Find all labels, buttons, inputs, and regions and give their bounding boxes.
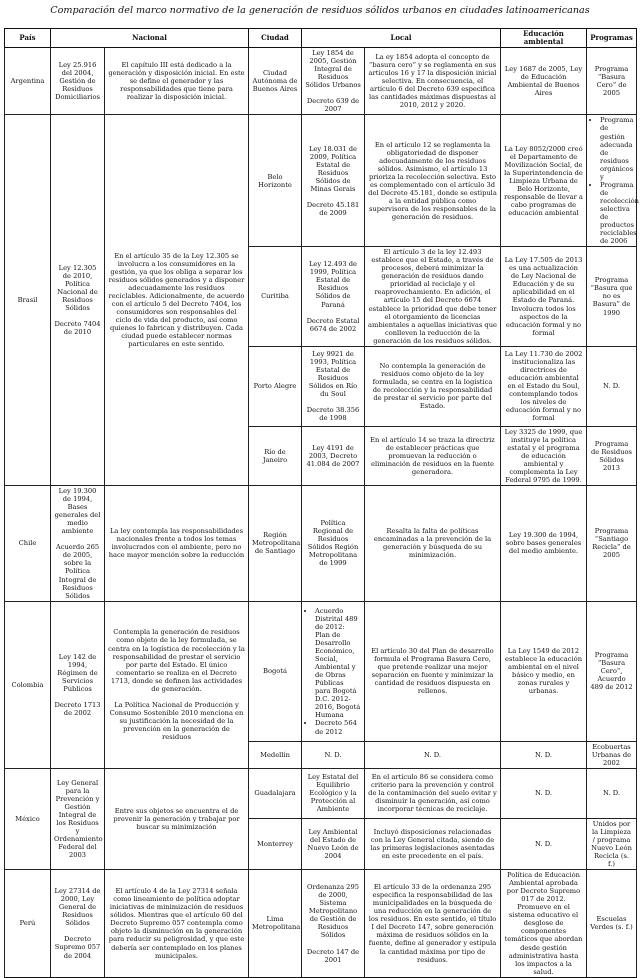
programs-cell: Programa “Santiago Recicla” de 2005 bbox=[587, 486, 637, 602]
national-law-cell bbox=[51, 486, 105, 602]
country-cell: Argentina bbox=[5, 48, 51, 115]
national-description-cell: El capítulo III está dedicado a la generación y disposición inicial. En este se define el generador y las responsabilidades que tiene para realizar la disposición inicial. bbox=[105, 48, 249, 115]
programs-cell: Escuelas Verdes (s. f.) bbox=[587, 870, 637, 978]
national-law-cell: Ley General para la Prevención y Gestión Integral de los Residuos y Ordenamiento Federal del 2003 bbox=[51, 768, 105, 869]
table-row bbox=[5, 48, 637, 115]
local-description-cell: N. D. bbox=[365, 741, 501, 768]
national-law-cell bbox=[51, 115, 105, 486]
education-cell: La Ley 1549 de 2012 establece la educación ambiental en el nivel básico y medio, en zonas rurales y urbanas. bbox=[501, 601, 587, 741]
city-cell: Ciudad Autónoma de Buenos Aires bbox=[249, 48, 302, 115]
local-decree-text: Decreto Estatal 6674 de 2002 bbox=[306, 316, 360, 333]
country-cell: Perú bbox=[5, 870, 51, 978]
education-cell: N. D. bbox=[501, 818, 587, 869]
list-item: • Acuerdo Distrital 489 de 2012: Plan de Desarrollo Económico, Social, Ambiental y de Obras Públicas para Bogotá D.C. 2012-2016, Bogotá Humana bbox=[315, 607, 361, 720]
national-description-cell: Entre sus objetos se encuentra el de prevenir la generación y trabajar por buscar su minimización bbox=[105, 768, 249, 869]
local-description-cell: El artículo 3 de la ley 12.493 establece que el Estado, a través de procesos, deberá minimizar la generación de residuos dando prioridad al reciclaje y el reaprovechamiento. En adición, el artículo 15 del Decreto 6674 establece la prioridad que debe tener el otorgamiento de licencias ambientales a aquellas iniciativas que conlleven la reducción de la generación de los residuos sólidos. bbox=[365, 247, 501, 347]
city-cell: Medellín bbox=[249, 741, 302, 768]
programs-cell: Ecobuertas Urbanas de 2002 bbox=[587, 741, 637, 768]
regulatory-framework-table bbox=[4, 28, 637, 978]
local-description-cell: En el artículo 86 se considera como criterio para la prevención y control de la contaminación del suelo evitar y disminuir la generación, así como incorporar técnicas de reciclaje. bbox=[365, 768, 501, 818]
local-decree-text: Decreto 147 de 2001 bbox=[306, 947, 360, 964]
programs-cell: Programa “Basura Cero”, Acuerdo 489 de 2012 bbox=[587, 601, 637, 741]
programs-cell: Unidos por la Limpieza / programa Nuevo León Recicla (s. f.) bbox=[587, 818, 637, 869]
city-cell: Monterrey bbox=[249, 818, 302, 869]
national-law-text: Ley 12.305 de 2010, Política Nacional de Residuos Sólidos bbox=[57, 264, 98, 313]
national-decree-text: Decreto Supremo 057 de 2004 bbox=[54, 935, 101, 960]
country-cell: Colombia bbox=[5, 601, 51, 768]
local-decree-text: Decreto 38.356 de 1998 bbox=[306, 406, 360, 423]
city-cell: Lima Metropolitana bbox=[249, 870, 302, 978]
local-decree-text: Decreto 639 de 2007 bbox=[306, 97, 360, 114]
table-row bbox=[5, 768, 637, 818]
local-law-cell: Ley Ambiental del Estado de Nuevo León de 2004 bbox=[302, 818, 365, 869]
header-ciudad: Ciudad bbox=[249, 29, 302, 48]
local-law-cell: Ley Estatal del Equilibrio Ecológico y la Protección al Ambiente bbox=[302, 768, 365, 818]
table-caption: Comparación del marco normativo de la generación de residuos sólidos urbanos en ciudades latinoamericanas bbox=[50, 5, 590, 16]
national-description-cell: En el artículo 35 de la Ley 12.305 se involucra a los consumidores en la gestión, ya que los obliga a separar los residuos sólidos generados y a disponer adecuadamente los residuos reciclables. Adicionalmente, de acuerdo con el artículo 5 del Decreto 7404, los consumidores son responsables del ciclo de vida del producto, así como quienes lo fabrican y distribuyen. Cada ciudad puede establecer normas particulares en este sentido. bbox=[105, 115, 249, 486]
list-item: • Programa de gestión adecuada de residuos orgánicos y bbox=[600, 116, 633, 180]
national-description-text: Contempla la generación de residuos como objeto de la ley formulada, se centra en la logística de recolección y la responsabilidad de prestar el servicio por parte del Estado. El único comentario se realiza en el Decreto 1713, donde se definen las actividades de generación. bbox=[108, 628, 245, 693]
table-row bbox=[5, 115, 637, 247]
local-description-cell: No contempla la generación de residuos como objeto de la ley formulada, se centra en la logística de recolección y la responsabilidad de prestar el servicio por parte del Estado. bbox=[365, 346, 501, 426]
city-cell: Río de Janeiro bbox=[249, 426, 302, 485]
country-cell: México bbox=[5, 768, 51, 869]
header-programas: Programas bbox=[587, 29, 637, 48]
national-law-cell: Ley 25.916 del 2004, Gestión de Residuos Domiciliarios bbox=[51, 48, 105, 115]
local-law-cell bbox=[302, 247, 365, 347]
national-law-text: Ley 142 de 1994, Régimen de Servicios Públicos bbox=[57, 652, 98, 693]
local-description-cell: El artículo 33 de la ordenanza 295 especifica la responsabilidad de las municipalidades en la búsqueda de una reducción en la generación de los residuos. En este sentido, el título I del Decreto 147, sobre generación máxima de residuos sólidos en la fuente, define al generador y estipula la cantidad máxima por tipo de residuos. bbox=[365, 870, 501, 978]
header-local: Local bbox=[302, 29, 501, 48]
city-cell: Curitiba bbox=[249, 247, 302, 347]
local-law-cell bbox=[302, 601, 365, 741]
header-row bbox=[5, 29, 637, 48]
local-law-list bbox=[305, 607, 361, 736]
local-law-text: Ley 18.031 de 2009, Política Estatal de Residuos Sólidos de Minas Gerais bbox=[308, 144, 358, 193]
city-cell: Belo Horizonte bbox=[249, 115, 302, 247]
local-law-cell: Ley 4191 de 2003, Decreto 41.084 de 2007 bbox=[302, 426, 365, 485]
city-cell: Región Metropolitana de Santiago bbox=[249, 486, 302, 602]
national-description-cell: La ley contempla las responsabilidades nacionales frente a todos los temas involucrados con el ambiente, pero no hace mayor mención sobre la reducción bbox=[105, 486, 249, 602]
national-law-cell bbox=[51, 870, 105, 978]
education-cell: La Ley 17.505 de 2013 es una actualización de Ley Nacional de Educación y de su aplicabilidad en el Estado de Paraná. Involucra todos los aspectos de la educación formal y no formal bbox=[501, 247, 587, 347]
local-law-text: Ley 12.493 de 1999, Política Estatal de Residuos Sólidos de Paraná bbox=[308, 260, 358, 309]
local-description-cell: Resalta la falta de políticas encaminadas a la prevención de la generación y búsqueda de su minimización. bbox=[365, 486, 501, 602]
local-law-cell bbox=[302, 115, 365, 247]
header-pais: País bbox=[5, 29, 51, 48]
national-policy-text: La Política Nacional de Producción y Consumo Sostenible 2010 menciona en su justificación la necesidad de la prevención en la generación de residuos bbox=[109, 700, 244, 741]
local-description-cell: Incluyó disposiciones relacionadas con la Ley General citada, siendo de las primeras legislaciones asentadas en este precedente en el país. bbox=[365, 818, 501, 869]
local-description-cell: El artículo 30 del Plan de desarrollo formula el Programa Basura Cero, que pretende realizar una mejor separación en fuente y minimizar la cantidad de residuos dispuesta en rellenos. bbox=[365, 601, 501, 741]
local-law-text: Ordenanza 295 de 2000, Sistema Metropolitano de Gestión de Residuos Sólidos bbox=[307, 883, 359, 940]
table-row bbox=[5, 601, 637, 741]
national-decree-text: Decreto 1713 de 2002 bbox=[54, 700, 101, 717]
local-law-cell bbox=[302, 870, 365, 978]
national-decree-text: Decreto 7404 de 2010 bbox=[54, 320, 101, 337]
local-law-cell: N. D. bbox=[302, 741, 365, 768]
table-row bbox=[5, 486, 637, 602]
programs-cell: N. D. bbox=[587, 768, 637, 818]
national-agreement-text: Acuerdo 265 de 2005, sobre la Política Integral de Residuos Sólidos bbox=[55, 543, 100, 600]
education-cell: La Ley 8052/2000 creó el Departamento de Movilización Social, de la Superintendencia de Limpieza Urbana de Belo Horizonte, responsable de llevar a cabo programas de educación ambiental bbox=[501, 115, 587, 247]
table-row bbox=[5, 870, 637, 978]
list-item: • Decreto 564 de 2012 bbox=[315, 719, 361, 735]
national-law-text: Ley 19.300 de 1994, Bases generales del medio ambiente bbox=[54, 487, 101, 536]
local-law-cell bbox=[302, 48, 365, 115]
programs-cell: Programa “Basura Cero” de 2005 bbox=[587, 48, 637, 115]
local-law-cell bbox=[302, 346, 365, 426]
education-cell: N. D. bbox=[501, 741, 587, 768]
programs-cell: Programa de Residuos Sólidos 2013 bbox=[587, 426, 637, 485]
education-cell: N. D. bbox=[501, 768, 587, 818]
city-cell: Porto Alegre bbox=[249, 346, 302, 426]
national-description-cell bbox=[105, 601, 249, 768]
local-law-cell: Política Regional de Residuos Sólidos Región Metropolitana de 1999 bbox=[302, 486, 365, 602]
local-law-text: Ley 1854 de 2005, Gestión Integral de Residuos Sólidos Urbanos bbox=[305, 49, 361, 90]
programs-cell: N. D. bbox=[587, 346, 637, 426]
local-description-cell: En el artículo 14 se traza la directriz de establecer prácticas que promuevan la reducción o eliminación de residuos en la fuente generadora. bbox=[365, 426, 501, 485]
country-cell: Brasil bbox=[5, 115, 51, 486]
list-item: • Programa de recolección selectiva de productos reciclables de 2006 bbox=[600, 181, 633, 245]
city-cell: Bogotá bbox=[249, 601, 302, 741]
national-description-cell: El artículo 4 de la Ley 27314 señala como lineamiento de política adoptar iniciativas de minimización de residuos sólidos. Mientras que el artículo 60 del Decreto Supremo 057 contempla como objeto la disminución en la generación para reducir su peligrosidad, y que este debería ser contemplado en los planes municipales. bbox=[105, 870, 249, 978]
local-decree-text: Decreto 45.181 de 2009 bbox=[306, 200, 360, 217]
programs-list bbox=[590, 116, 639, 246]
header-nacional: Nacional bbox=[51, 29, 249, 48]
national-law-text: Ley 27314 de 2000, Ley General de Residuos Sólidos bbox=[54, 887, 101, 928]
education-cell: Política de Educación Ambiental aprobada por Decreto Supremo 017 de 2012. Promueve en el sistema educativo el desglose de componentes temáticos que abordan desde gestión administrativa hasta los impactos a la salud. bbox=[501, 870, 587, 978]
education-cell: La Ley 11.730 de 2002 institucionaliza las directrices de educación ambiental en el Estado du Soul, contemplando todos los niveles de educación formal y no formal bbox=[501, 346, 587, 426]
education-cell: Ley 19.300 de 1994, sobre bases generales del medio ambiente. bbox=[501, 486, 587, 602]
city-cell: Guadalajara bbox=[249, 768, 302, 818]
national-law-cell bbox=[51, 601, 105, 768]
local-description-cell: La ey 1854 adopta el concepto de “basura cero” y se reglamenta en sus artículos 16 y 17 la disposición inicial selectiva. En consecuencia, el artículo 6 del Decreto 639 especifica las cantidades máximas dispuestas al 2010, 2012 y 2020. bbox=[365, 48, 501, 115]
education-cell: Ley 1687 de 2005, Ley de Educación Ambiental de Buenos Aires bbox=[501, 48, 587, 115]
header-educacion: Educación ambiental bbox=[501, 29, 587, 48]
local-law-text: Ley 9921 de 1993, Política Estatal de Residuos Sólidos en Río du Soul bbox=[308, 350, 358, 399]
education-cell: Ley 3325 de 1999, que instituye la política estatal y el programa de educación ambiental y complementa la Ley Federal 9795 de 1999. bbox=[501, 426, 587, 485]
country-cell: Chile bbox=[5, 486, 51, 602]
programs-cell bbox=[587, 115, 637, 247]
programs-cell: Programa “Basura que no es Basura” de 1990 bbox=[587, 247, 637, 347]
local-description-cell: En el artículo 12 se reglamenta la obligatoriedad de disponer adecuadamente de los residuos sólidos. Asimismo, el artículo 13 prioriza la recolección selectiva. Esto es complementado con el artículo 3d del Decreto 45.181, donde se estipula a la entidad pública como supervisora de los responsables de la generación de residuos. bbox=[365, 115, 501, 247]
